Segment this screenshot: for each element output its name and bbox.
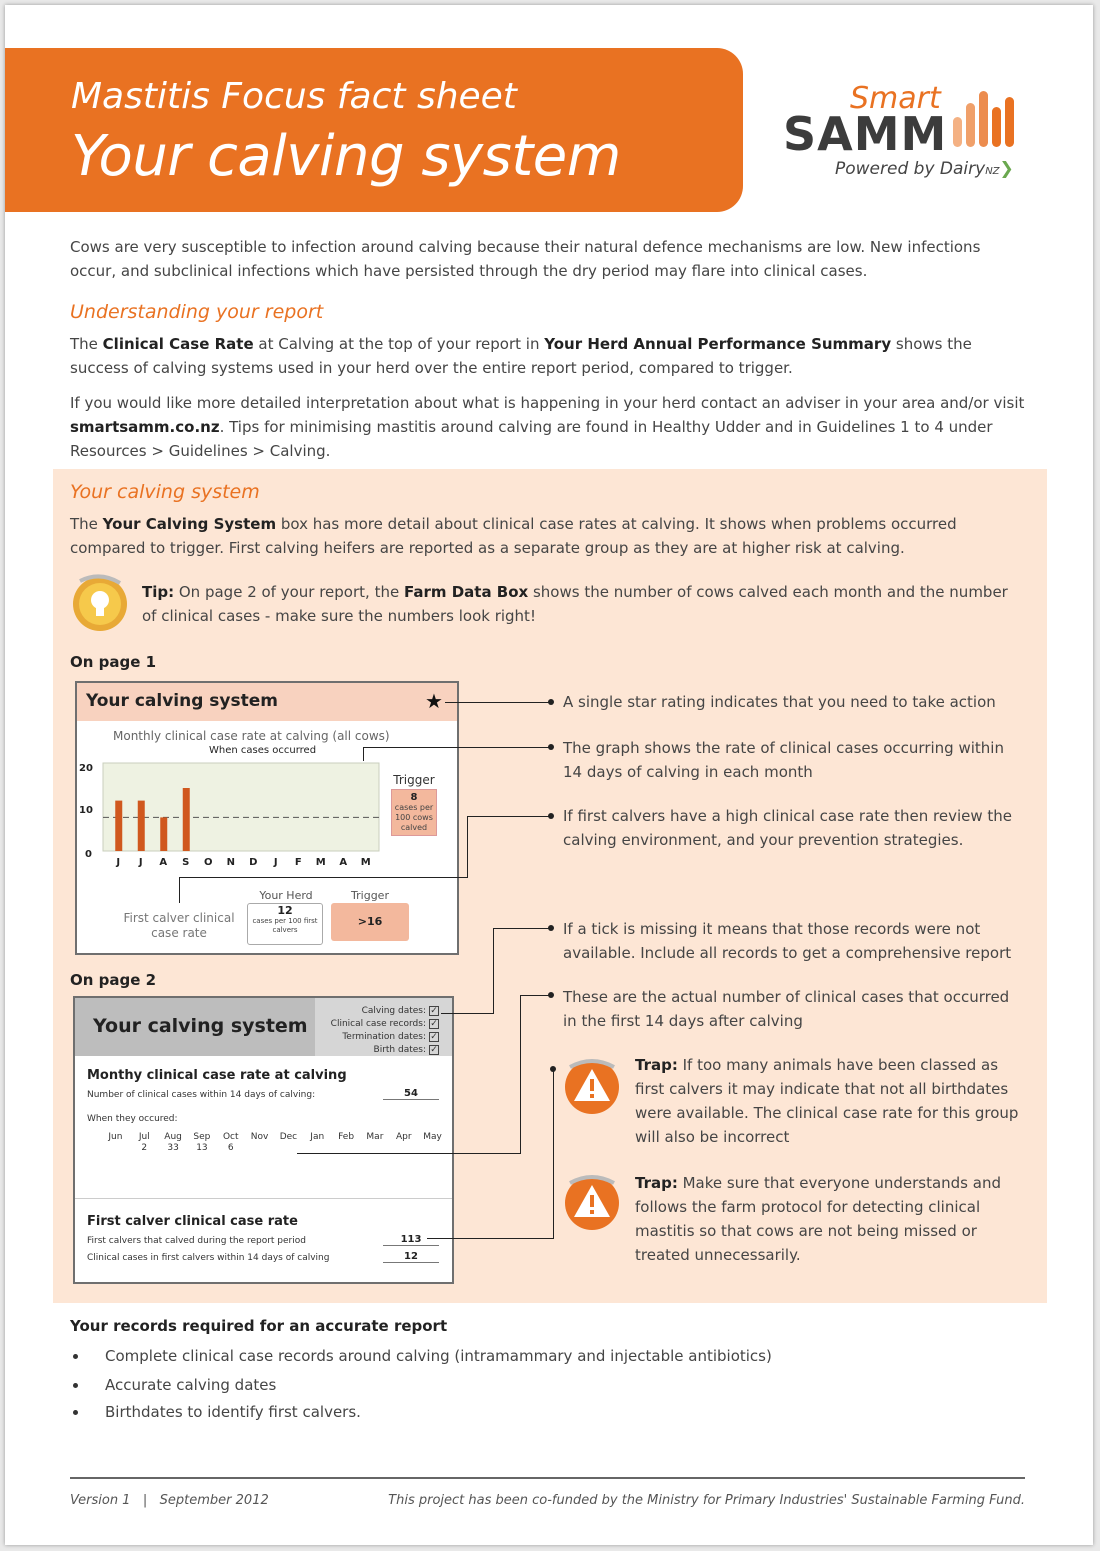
understanding-paragraph-2: If you would like more detailed interpretation about what is happening in your herd contact an adviser in your area and/or visit smartsamm.co.nz. Tips for minimising mastitis around calving are found in Healthy Udder and in Guidelines 1 to 4 under Resources > Guidelines > Calving.	[70, 394, 1025, 460]
connector-line	[553, 1069, 554, 1239]
y-tick-0: 0	[85, 849, 92, 860]
connector-line	[297, 1153, 521, 1154]
connector-line	[520, 995, 521, 1154]
check-calving-dates: Calving dates:	[361, 1006, 426, 1016]
check-termination-dates: Termination dates:	[342, 1032, 426, 1042]
x-tick-label-8: F	[294, 857, 302, 868]
month-count-9: Mar	[366, 1132, 384, 1142]
num-cases-label: Number of clinical cases within 14 days of calving:	[87, 1090, 316, 1100]
understanding-paragraph-1: The Clinical Case Rate at Calving at the top of your report in Your Herd Annual Performance Summary shows the success of calving systems used in your herd over the entire report period, compared to trigger.	[70, 335, 972, 377]
connector-dot	[548, 813, 554, 819]
connector-line	[520, 995, 551, 996]
calving-section-paragraph: The Your Calving System box has more detail about clinical case rates at calving. It shows when problems occurred compared to trigger. First calving heifers are reported as a separate group as they are at higher risk at calving.	[70, 515, 957, 557]
on-page-2-label: On page 2	[70, 971, 157, 989]
page1-report-box	[75, 681, 459, 955]
fc-row1-value: 113	[383, 1234, 439, 1246]
x-tick-label-0: J	[116, 857, 121, 868]
num-cases-value: 54	[383, 1088, 439, 1100]
fact-sheet-page: Mastitis Focus fact sheet Your calving system Smart SAMM Powered by DairyNZ❯ Cows are very susceptible to infection around calving because their natural defence mechanisms are low. New infections occur, and subclinical infections which have persisted through the dry period may flare into clinical cases. Understanding your report The Clinical Case Rate at Calving at the top of your report in Your Herd Annual Performance Summary shows the success of calving systems used in your herd over the entire report period, compared to trigger. If you would like more detailed interpretation about what is happening in your herd contact an adviser in your area and/or visit smartsamm.co.nz. Tips for minimising mastitis around calving are found in Healthy Udder and in Guidelines 1 to 4 under Resources > Guidelines > Calving. Your calving system The Your Calving System box has more detail about clinical case rates at calving. It shows when problems occurred compared to trigger. First calving heifers are reported as a separate group as they are at higher risk at calving. Tip: On page 2 of your report, the Farm Data Box shows the number of cows calved each month and the number of clinical cases - make sure the numbers look right! On page 1 Your calving system ★ Monthly clinical case rate at calving (all cows) When cases occurred 20 10 0 J J A S O N D J F M A M Trigger 8 cases per 100 cows calved First calver clinical case rate Your Herd 12 cases per 100 first calvers Trigger >16 On page 2 Your calving system Calving dates: ✓ Clinical case records: ✓ Termination dates: ✓ Birth dates: ✓ Monthy clinical case rate at calving Number of clinical cases within 14 days of calving: 54 When they occured: Jun Jul 2 Aug 33 Sep 13 Oct 6 Nov Dec Jan Feb Mar Apr May First calver clinical case rate First calvers that calved during the report period 113 Clinical cases in first calvers within 14 days of calving 12 A single star rating indicates that you need to take action The graph shows the rate of clinical cases occurring within 14 days of calving in each month If first calvers have a high clinical case rate then review the calving environment, and your prevention strategies. If a tick is missing it means that those records were not available. Include all records to get a comprehensive report These are the actual number of clinical cases that occurred in the first 14 days after calving Trap: If too many animals have been classed as first calvers it may indicate that not all birthdates were available. The clinical case rate for this group will also be incorrect Trap: Make sure that everyone understands and follows the farm protocol for detecting clinical mastitis so that cows are not being missed or treated unnecessarily. Your records required for an accurate report Complete clinical case records around calving (intramammary and injectable antibiotics) Accurate calving dates Birthdates to identify first calvers. Version 1 | September 2012 This project has been co-funded by the Ministry for Primary Industries' Sustainable Farming Fund.	[5, 5, 1093, 1545]
month-count-4: Oct 6	[222, 1132, 239, 1153]
on-page-1-label: On page 1	[70, 653, 157, 671]
trigger2-value: >16	[331, 903, 409, 941]
month-count-0: Jun	[108, 1132, 123, 1142]
month-case-counts	[101, 1132, 447, 1158]
footer-rule	[70, 1477, 1025, 1479]
month-count-5: Nov	[250, 1132, 269, 1142]
understanding-heading: Understanding your report	[70, 301, 324, 323]
page2-report-box	[73, 996, 454, 1284]
month-count-7: Jan	[310, 1132, 325, 1142]
logo-bars-icon	[953, 91, 1025, 147]
connector-dot	[548, 744, 554, 750]
divider	[75, 1198, 452, 1199]
month-count-10: Apr	[395, 1132, 412, 1142]
connector-line	[179, 877, 180, 903]
when-label: When they occured:	[87, 1114, 178, 1124]
trap-1-text: Trap: If too many animals have been classed as first calvers it may indicate that not all birthdates were available. The clinical case rate for this group will also be incorrect	[635, 1056, 1019, 1146]
connector-line	[493, 928, 551, 929]
warning-icon	[562, 1055, 622, 1115]
header-subtitle: Mastitis Focus fact sheet	[71, 76, 517, 117]
connector-line	[427, 1238, 554, 1239]
x-tick-label-2: A	[159, 857, 168, 868]
x-tick-label-7: J	[273, 857, 278, 868]
intro-paragraph: Cows are very susceptible to infection around calving because their natural defence mechanisms are low. New infections occur, and subclinical infections which have persisted through the dry period may flare into clinical cases.	[70, 238, 981, 280]
connector-dot	[548, 925, 554, 931]
first-calver-title: First calver clinical case rate	[87, 1214, 298, 1229]
footer-version: Version 1 | September 2012	[70, 1493, 269, 1508]
fc-row1-label: First calvers that calved during the report period	[87, 1236, 306, 1246]
check-clinical-records: Clinical case records:	[330, 1019, 426, 1029]
check-birth-dates: Birth dates:	[373, 1045, 426, 1055]
smartsamm-link[interactable]: smartsamm.co.nz	[70, 418, 220, 436]
monthly-title: Monthy clinical case rate at calving	[87, 1068, 347, 1083]
connector-line	[363, 747, 364, 761]
footer-funding: This project has been co-funded by the Ministry for Primary Industries' Sustainable Farming Fund.	[388, 1493, 1025, 1508]
tick-icon: ✓	[430, 1005, 438, 1016]
chart-subtitle: When cases occurred	[209, 745, 317, 756]
month-count-3: Sep 13	[193, 1132, 211, 1153]
y-tick-10: 10	[79, 805, 93, 816]
month-count-11: May	[423, 1132, 442, 1142]
month-count-8: Feb	[338, 1132, 355, 1142]
trigger-box	[383, 773, 445, 836]
month-count-2: Aug 33	[164, 1132, 182, 1153]
trap-2-text: Trap: Make sure that everyone understands and follows the farm protocol for detecting clinical mastitis so that cows are not being missed or treated unnecessarily.	[635, 1174, 1001, 1264]
tip-text: Tip: On page 2 of your report, the Farm Data Box shows the number of cows calved each month and the number of clinical cases - make sure the numbers look right!	[142, 583, 1008, 625]
logo-powered-by: Powered by DairyNZ❯	[835, 159, 1014, 179]
trigger-unit: cases per 100 cows calved	[394, 803, 434, 832]
header-banner	[5, 48, 743, 212]
x-tick-label-11: M	[360, 857, 371, 868]
page2-box-title: Your calving system	[93, 1015, 308, 1037]
chart-bar-3	[183, 788, 190, 851]
x-tick-label-9: M	[315, 857, 326, 868]
tick-icon: ✓	[430, 1044, 438, 1055]
x-tick-label-10: A	[339, 857, 348, 868]
chart-bar-2	[160, 817, 167, 851]
x-tick-label-1: J	[138, 857, 143, 868]
your-herd-value: 12	[277, 904, 293, 917]
connector-line	[493, 928, 494, 1014]
tick-icon: ✓	[430, 1018, 438, 1029]
logo-smart-text: Smart	[850, 81, 941, 116]
chart-title: Monthly clinical case rate at calving (all cows)	[113, 729, 390, 743]
connector-line	[363, 747, 551, 748]
your-herd-box	[247, 903, 323, 945]
callout-graph: The graph shows the rate of clinical cases occurring within 14 days of calving in each month	[563, 739, 1004, 781]
callout-star-rating: A single star rating indicates that you need to take action	[563, 693, 996, 711]
trigger-label: Trigger	[393, 773, 435, 787]
connector-dot	[548, 992, 554, 998]
month-count-6: Dec	[279, 1132, 298, 1142]
callout-first-calvers: If first calvers have a high clinical case rate then review the calving environment, and your prevention strategies.	[563, 807, 1013, 849]
header-title: Your calving system	[71, 124, 621, 189]
chart-bar-1	[138, 801, 145, 851]
logo-samm-text: SAMM	[783, 107, 948, 161]
connector-line	[445, 702, 551, 703]
month-count-1: Jul 2	[138, 1132, 150, 1153]
warning-icon	[562, 1171, 622, 1231]
connector-line	[467, 816, 551, 817]
records-heading: Your records required for an accurate report	[70, 1317, 448, 1335]
star-rating-icon: ★	[425, 689, 443, 713]
your-herd-unit: cases per 100 first calvers	[252, 917, 318, 934]
x-tick-label-3: S	[182, 857, 190, 868]
records-checklist	[319, 1005, 439, 1057]
first-calver-label: First calver clinical case rate	[123, 911, 235, 940]
chart-bar-0	[115, 801, 122, 851]
calving-section-heading: Your calving system	[70, 481, 260, 503]
callout-actual-cases: These are the actual number of clinical cases that occurred in the first 14 days after calving	[563, 988, 1010, 1030]
connector-line	[441, 1013, 494, 1014]
y-tick-20: 20	[79, 763, 93, 774]
tick-icon: ✓	[430, 1031, 438, 1042]
connector-dot	[548, 699, 554, 705]
connector-dot	[550, 1066, 556, 1072]
trigger-value: 8	[410, 792, 418, 803]
connector-line	[179, 877, 468, 878]
callout-missing-tick: If a tick is missing it means that those records were not available. Include all records to get a comprehensive report	[563, 920, 1012, 962]
x-tick-label-6: D	[249, 857, 258, 868]
connector-line	[467, 816, 468, 878]
fc-row2-value: 12	[383, 1251, 439, 1263]
your-herd-label: Your Herd	[259, 889, 313, 902]
smartsamm-logo	[783, 81, 1033, 191]
fc-row2-label: Clinical cases in first calvers within 14 days of calving	[87, 1253, 330, 1263]
page1-box-title: Your calving system	[86, 691, 278, 711]
lightbulb-icon	[70, 573, 130, 633]
trigger2-label: Trigger	[351, 889, 389, 902]
x-tick-label-4: O	[203, 857, 213, 868]
x-tick-label-5: N	[226, 857, 235, 868]
